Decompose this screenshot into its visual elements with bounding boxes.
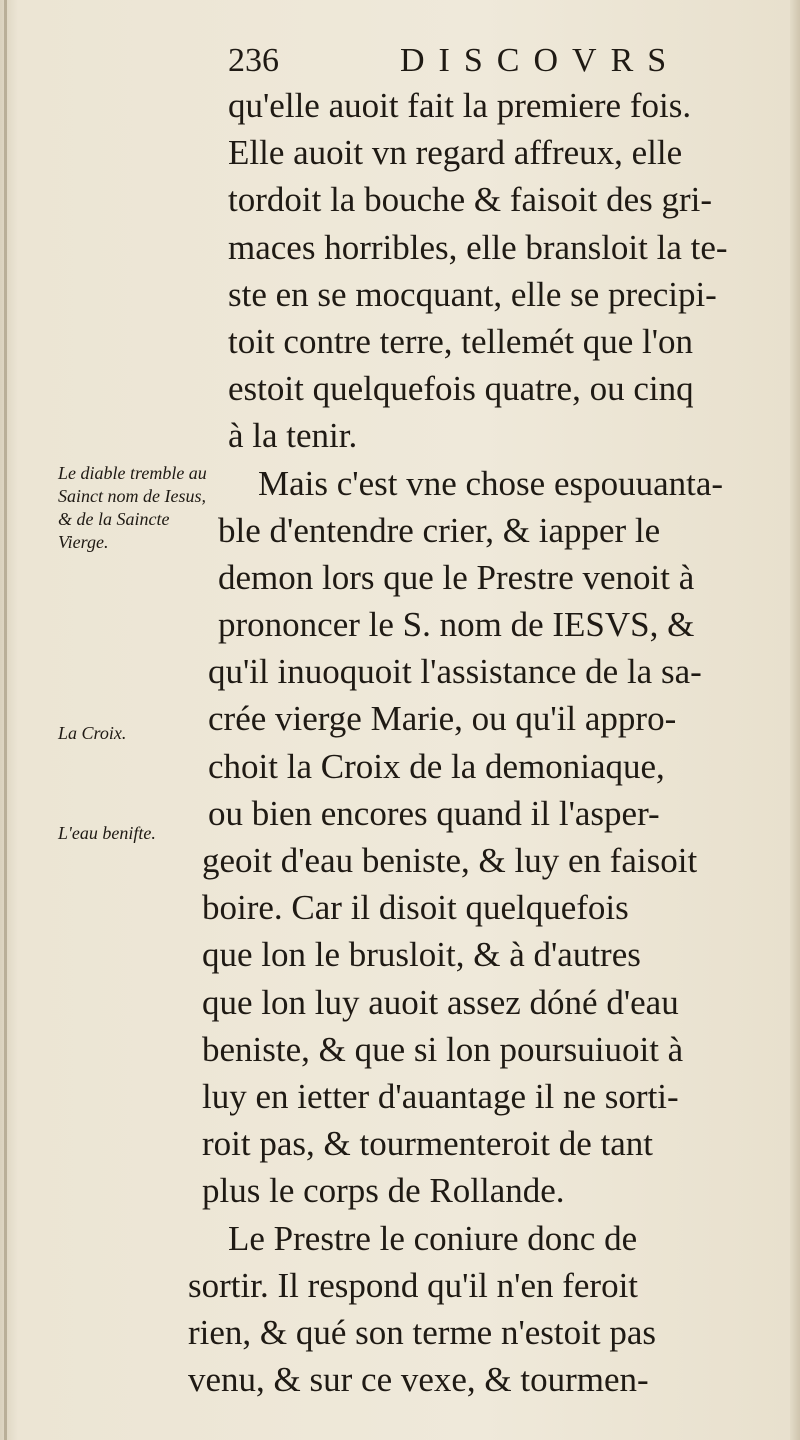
text-line: luy en ietter d'auantage il ne sorti- <box>202 1076 679 1116</box>
text-line: qu'il inuoquoit l'assistance de la sa- <box>208 652 702 692</box>
text-line: que lon le brusloit, & à d'autres <box>202 935 641 975</box>
text-line: choit la Croix de la demoniaque, <box>208 746 665 786</box>
text-line: venu, & sur ce vexe, & tourmen- <box>188 1360 649 1400</box>
running-title: DISCOVRS <box>400 42 681 79</box>
margin-note-croix: La Croix. <box>58 723 127 743</box>
text-line: estoit quelquefois quatre, ou cinq <box>228 369 694 409</box>
page-edge <box>790 0 800 1440</box>
text-line: tordoit la bouche & faisoit des gri- <box>228 180 713 220</box>
text-line: qu'elle auoit fait la premiere fois. <box>228 86 692 125</box>
text-line: que lon luy auoit assez dóné d'eau <box>202 982 679 1022</box>
text-line: boire. Car il disoit quelquefois <box>202 888 629 928</box>
page-number: 236 <box>228 42 279 79</box>
text-line: ste en se mocquant, elle se precipi- <box>228 274 717 314</box>
margin-note-eau-beniste: L'eau benifte. <box>58 823 156 843</box>
text-line: maces horribles, elle bransloit la te- <box>228 227 728 267</box>
text-line: à la tenir. <box>228 416 358 456</box>
text-line: Elle auoit vn regard affreux, elle <box>228 133 683 173</box>
text-line: crée vierge Marie, ou qu'il appro- <box>208 699 677 739</box>
text-line: ble d'entendre crier, & iapper le <box>218 510 661 550</box>
text-line: rien, & qué son terme n'estoit pas <box>188 1312 657 1352</box>
text-line: ou bien encores quand il l'asper- <box>208 793 660 833</box>
text-line: beniste, & que si lon poursuiuoit à <box>202 1029 684 1069</box>
margin-note-diable: Le diable tremble au Sainct nom de Iesus, & de la Saincte Vierge. <box>58 463 207 552</box>
text-line: Le Prestre le coniure donc de <box>228 1218 638 1258</box>
gutter-shadow <box>4 0 7 1440</box>
text-line: sortir. Il respond qu'il n'en feroit <box>188 1265 639 1305</box>
body-text <box>188 82 778 1403</box>
text-line: roit pas, & tourmenteroit de tant <box>202 1124 654 1164</box>
text-line: toit contre terre, tellemét que l'on <box>228 321 694 361</box>
text-line: geoit d'eau beniste, & luy en faisoit <box>202 841 698 880</box>
text-line: Mais c'est vne chose espouuanta- <box>258 463 724 503</box>
text-line: prononcer le S. nom de IESVS, & <box>218 605 695 645</box>
text-line: plus le corps de Rollande. <box>202 1171 565 1211</box>
text-line: demon lors que le Prestre venoit à <box>218 557 695 597</box>
